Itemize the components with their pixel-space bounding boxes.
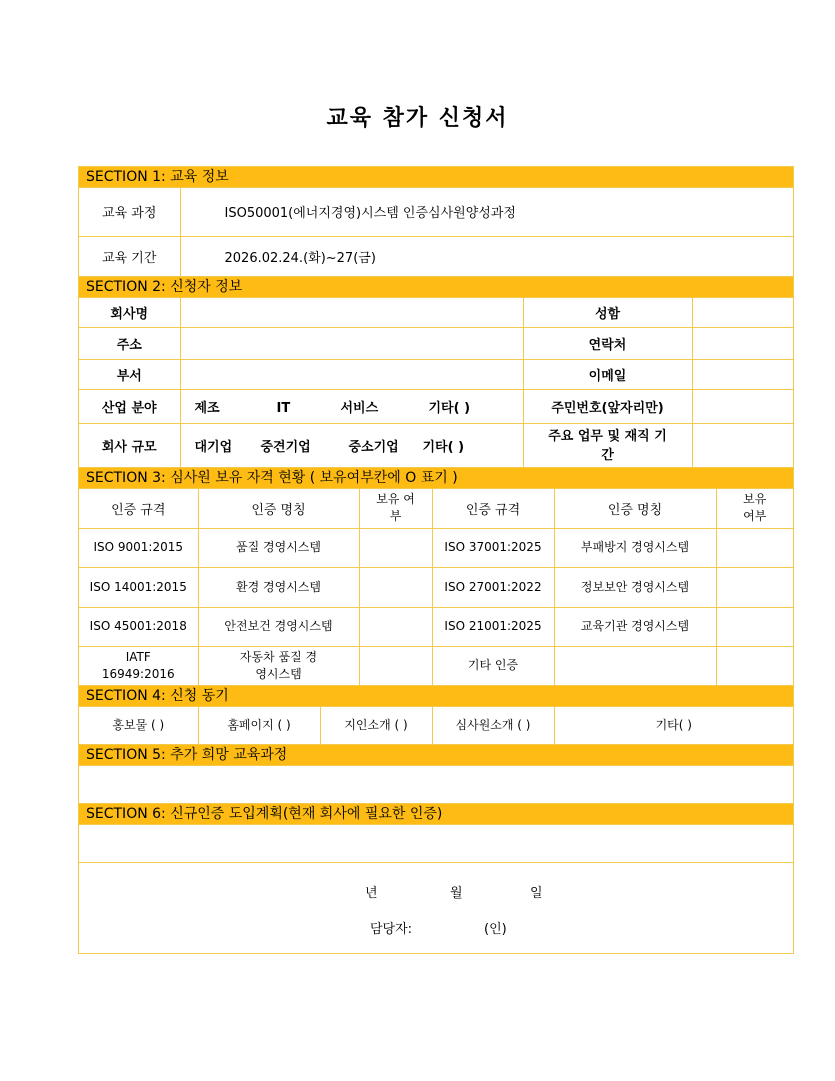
applicant-info-table [79,298,793,469]
cert-name: 교육기관 경영시스템 [554,607,716,646]
section-4-header: SECTION 4: 신청 동기 [79,686,793,707]
cert-standard: IATF 16949:2016 [79,646,198,685]
table-row [79,567,793,607]
motivation-option-other[interactable]: 기타( ) [554,707,793,745]
name-label: 성함 [523,298,692,328]
industry-option-service[interactable]: 서비스 [340,401,379,416]
cert-held-field[interactable] [359,646,432,685]
table-row [79,646,793,685]
size-option-large[interactable]: 대기업 [194,440,233,455]
industry-option-other[interactable]: 기타( ) [428,401,471,416]
new-cert-plan-field[interactable] [79,825,793,863]
cert-standard: ISO 9001:2015 [79,528,198,567]
col-header-standard: 인증 규격 [432,489,554,528]
contact-label: 연락처 [523,328,692,360]
representative-label: 담당자: [370,922,413,937]
cert-held-field[interactable] [716,567,793,607]
section-5-header: SECTION 5: 추가 희망 교육과정 [79,745,793,766]
industry-label: 산업 분야 [79,390,180,424]
company-field[interactable] [180,298,523,328]
motivation-option-auditor[interactable]: 심사원소개 ( ) [432,707,554,745]
size-options [180,424,523,468]
duty-field[interactable] [692,424,793,468]
dept-label: 부서 [79,360,180,390]
col-header-standard: 인증 규격 [79,489,198,528]
company-label: 회사명 [79,298,180,328]
cert-other-field[interactable] [554,646,716,685]
email-field[interactable] [692,360,793,390]
form-title: 교육 참가 신청서 [326,106,509,131]
section-1-header: SECTION 1: 교육 정보 [79,167,793,188]
size-option-small[interactable]: 중소기업 [348,440,399,455]
course-label: 교육 과정 [79,188,180,236]
col-header-name: 인증 명칭 [198,489,359,528]
contact-field[interactable] [692,328,793,360]
additional-course-field[interactable] [79,766,793,804]
industry-options [180,390,523,424]
motivation-option-promo[interactable]: 홍보물 ( ) [79,707,198,745]
cert-standard: ISO 14001:2015 [79,567,198,607]
address-label: 주소 [79,328,180,360]
cert-standard: ISO 37001:2025 [432,528,554,567]
cert-held-field[interactable] [716,646,793,685]
cert-held-field[interactable] [359,567,432,607]
size-option-mid[interactable]: 중견기업 [260,440,311,455]
signature-area [79,863,793,953]
industry-option-it[interactable]: IT [276,401,291,416]
id-label: 주민번호(앞자리만) [523,390,692,424]
section-3-header: SECTION 3: 심사원 보유 자격 현황 ( 보유여부칸에 O 표기 ) [79,468,793,489]
id-field[interactable] [692,390,793,424]
date-day-label: 일 [530,886,543,901]
size-label: 회사 규모 [79,424,180,468]
period-label: 교육 기간 [79,236,180,276]
course-info-table [79,188,793,277]
table-row [79,528,793,567]
motivation-table [79,707,793,746]
duty-label: 주요 업무 및 재직 기간 [523,424,692,468]
cert-standard: ISO 27001:2022 [432,567,554,607]
industry-option-manufacturing[interactable]: 제조 [194,401,220,416]
cert-standard: ISO 21001:2025 [432,607,554,646]
col-header-held: 보유 여부 [716,489,793,528]
table-row [79,607,793,646]
section-6-header: SECTION 6: 신규인증 도입계획(현재 회사에 필요한 인증) [79,804,793,825]
certification-table [79,489,793,686]
col-header-name: 인증 명칭 [554,489,716,528]
cert-name: 자동차 품질 경영시스템 [198,646,359,685]
cert-name: 환경 경영시스템 [198,567,359,607]
cert-held-field[interactable] [359,528,432,567]
cert-held-field[interactable] [359,607,432,646]
cert-name: 안전보건 경영시스템 [198,607,359,646]
date-month-label: 월 [450,886,463,901]
dept-field[interactable] [180,360,523,390]
cert-name: 부패방지 경영시스템 [554,528,716,567]
email-label: 이메일 [523,360,692,390]
motivation-option-homepage[interactable]: 홈페이지 ( ) [198,707,320,745]
seal-label: (인) [484,922,507,937]
motivation-option-acquaintance[interactable]: 지인소개 ( ) [320,707,432,745]
application-form [78,166,794,954]
cert-name: 정보보안 경영시스템 [554,567,716,607]
cert-name: 품질 경영시스템 [198,528,359,567]
col-header-held: 보유 여부 [359,489,432,528]
date-year-label: 년 [365,886,378,901]
name-field[interactable] [692,298,793,328]
cert-held-field[interactable] [716,607,793,646]
course-value: ISO50001(에너지경영)시스템 인증심사원양성과정 [180,188,793,236]
period-value: 2026.02.24.(화)~27(금) [180,236,793,276]
cert-held-field[interactable] [716,528,793,567]
cert-other-label: 기타 인증 [432,646,554,685]
section-2-header: SECTION 2: 신청자 정보 [79,277,793,298]
address-field[interactable] [180,328,523,360]
size-option-other[interactable]: 기타( ) [422,440,465,455]
cert-standard: ISO 45001:2018 [79,607,198,646]
